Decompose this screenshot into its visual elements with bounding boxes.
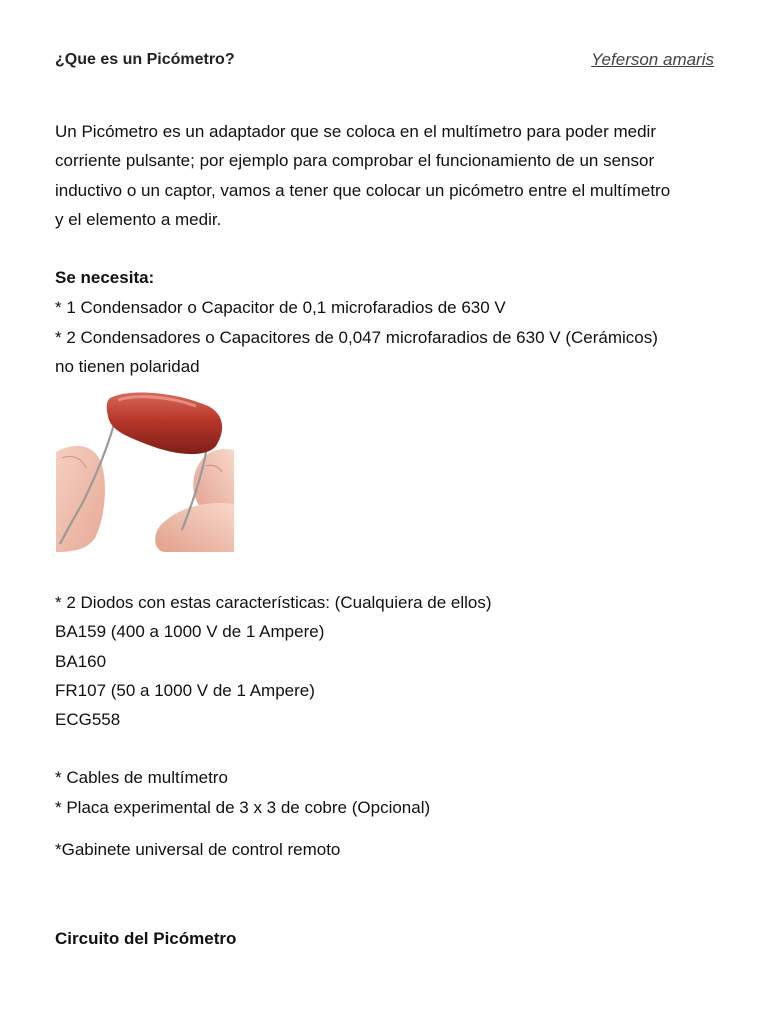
capacitor-photo bbox=[56, 386, 234, 552]
capacitor-item-1: * 1 Condensador o Capacitor de 0,1 microfaradios de 630 V bbox=[55, 298, 506, 317]
needs-heading: Se necesita: bbox=[55, 268, 155, 287]
board-item: * Placa experimental de 3 x 3 de cobre (Opcional) bbox=[55, 798, 431, 817]
intro-line-3: inductivo o un captor, vamos a tener que colocar un picómetro entre el multímetro bbox=[55, 181, 671, 200]
diode-option-ba159: BA159 (400 a 1000 V de 1 Ampere) bbox=[55, 622, 325, 641]
capacitor-item-2: * 2 Condensadores o Capacitores de 0,047 microfaradios de 630 V (Cerámicos) bbox=[55, 328, 658, 347]
diode-option-fr107: FR107 (50 a 1000 V de 1 Ampere) bbox=[55, 681, 315, 700]
intro-line-1: Un Picómetro es un adaptador que se coloca en el multímetro para poder medir bbox=[55, 122, 656, 141]
capacitor-note: no tienen polaridad bbox=[55, 357, 200, 376]
diode-item-heading: * 2 Diodos con estas características: (Cualquiera de ellos) bbox=[55, 593, 492, 612]
cabinet-item: *Gabinete universal de control remoto bbox=[55, 840, 341, 859]
author-link[interactable]: Yeferson amaris bbox=[591, 50, 714, 69]
intro-line-4: y el elemento a medir. bbox=[55, 210, 222, 229]
cables-item: * Cables de multímetro bbox=[55, 768, 228, 787]
svg-text:· · · ·: · · · · bbox=[151, 418, 166, 427]
circuit-heading: Circuito del Picómetro bbox=[55, 929, 237, 948]
intro-line-2: corriente pulsante; por ejemplo para comprobar el funcionamiento de un sensor bbox=[55, 151, 655, 170]
diode-option-ba160: BA160 bbox=[55, 652, 107, 671]
document-title: ¿Que es un Picómetro? bbox=[55, 51, 235, 68]
diode-option-ecg558: ECG558 bbox=[55, 710, 121, 729]
